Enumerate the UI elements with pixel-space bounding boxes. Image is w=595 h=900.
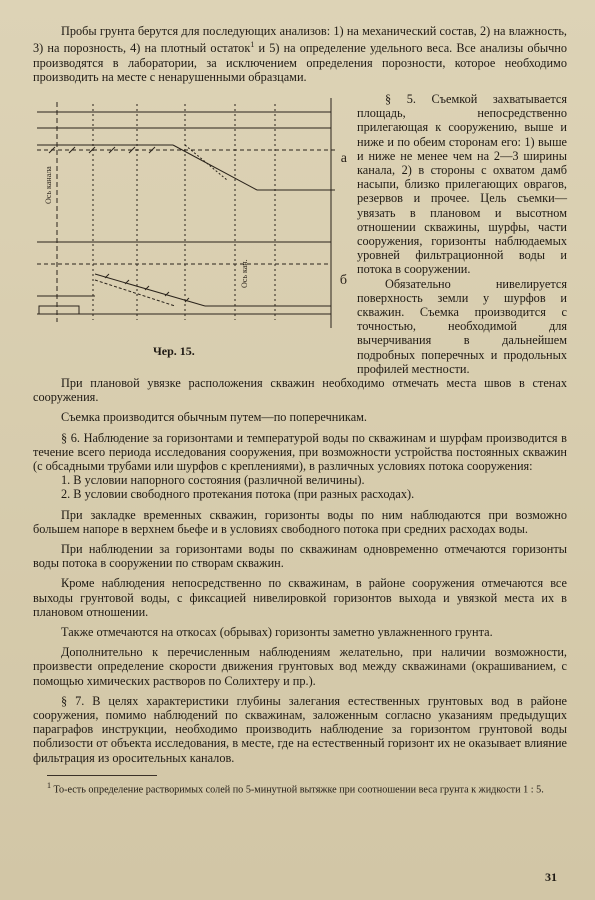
page-number: 31 — [545, 870, 557, 884]
figure-15 — [35, 92, 347, 372]
paragraph-seams: При плановой увязке расположения скважин необходимо отмечать места швов в стенах сооружения. — [33, 375, 567, 405]
paragraph-velocity: Дополнительно к перечисленным наблюдениям желательно, при наличии возможности, произвести определение скорости движения грунтовых вод между скважинами (окрашиванием, с помощью химических растворов по Солихтеру и пр.). — [33, 645, 567, 688]
footnote-divider — [47, 775, 157, 776]
list-item-1: 1. В условии напорного состояния (различной величины). — [61, 473, 365, 488]
figure-caption: Чер. 15. — [153, 343, 195, 358]
footnote — [33, 780, 567, 797]
paragraph-slopes: Также отмечаются на откосах (обрывах) горизонты заметно увлажненного грунта. — [61, 625, 493, 640]
figure-axis-label-2: Ось кан. — [240, 259, 249, 288]
paragraph-sampling — [33, 24, 567, 84]
footnote-ref: 1 — [250, 40, 255, 50]
paragraph-s6: § 6. Наблюдение за горизонтами и температурой воды по скважинам и шурфам производится в течение всего периода исследования сооружения, при возможности устройства постоянных скважин (с обсадными трубами или шурфов с креплениями), в различных условиях потока сооружения: — [33, 430, 567, 473]
paragraph-s5: § 5. Съемкой захватывается площадь, непосредственно прилегающая к сооружению, выше и ниже и по обеим сторонам его: 1) выше и ниже не менее чем на 2—3 ширины канала, 2) в стороны с охватом дамб насыпи, близко прилегающих оврагов, резервов и прочее. Цель съемки—увязать в плановом и высотном отношении скважины, шурфы, части сооружения, горизонты наблюдаемых уровней фильтрационной воды и потока в сооружении. — [357, 91, 567, 277]
paragraph-flow-horizons: При наблюдении за горизонтами воды по скважинам одновременно отмечаются горизонты воды потока в сооружении по створам скважин. — [33, 542, 567, 571]
paragraph-leveling: Обязательно нивелируется поверхность земли у шурфов и скважин. Съемка производится с точностью, необходимой для вычерчивания в дальнейшем подробных поперечных и продольных профилей местности. — [357, 276, 567, 376]
paragraph-sampling-tail: и 5) на определение удельного веса. Все анализы обычно производятся в лаборатории, за исключением определения порозности, которое необходимо производить на месте с ненарушенными образцами. — [33, 41, 567, 84]
list-item-2: 2. В условии свободного протекания потока (при разных расходах). — [61, 487, 415, 502]
figure-label-b: б — [339, 272, 347, 288]
paragraph-groundwater-outlets: Кроме наблюдения непосредственно по скважинам, в районе сооружения отмечаются все выходы грунтовой воды, с фиксацией нивелировкой горизонтов выхода и увязкой места их в плановом отношении. — [33, 576, 567, 619]
footnote-marker: 1 — [47, 780, 51, 790]
paragraph-s7: § 7. В целях характеристики глубины залегания естественных грунтовых вод в районе сооружения, помимо наблюдений по скважинам, заложенным согласно указаниям предыдущих параграфов инструкции, необходимо производить наблюдение за горизонтом грунтовой воды поблизости от объекта исследования, в месте, где на естественный горизонт их не оказывает влияние фильтрация из оросительных каналов. — [33, 693, 567, 765]
figure-label-a: a — [340, 150, 347, 166]
figure-15-drawing — [35, 92, 347, 342]
paragraph-survey-method: Съемка производится обычным путем—по поперечникам. — [61, 410, 368, 425]
footnote-text: То-есть определение растворимых солей по 5-минутной вытяжке при соотношении веса грунта к жидкости 1 : 5. — [53, 784, 544, 796]
figure-axis-label-1: Ось канала — [44, 166, 53, 204]
paragraph-sampling-text: Пробы грунта берутся для последующих анализов: 1) на механический состав, 2) на влажность, 3) на порозность, 4) на плотный остаток — [33, 24, 567, 56]
paragraph-temporary-wells: При закладке временных скважин, горизонты воды по ним наблюдаются при возможно большем напоре в верхнем бьефе и в условиях свободного потока при средних расходах воды. — [33, 507, 567, 536]
